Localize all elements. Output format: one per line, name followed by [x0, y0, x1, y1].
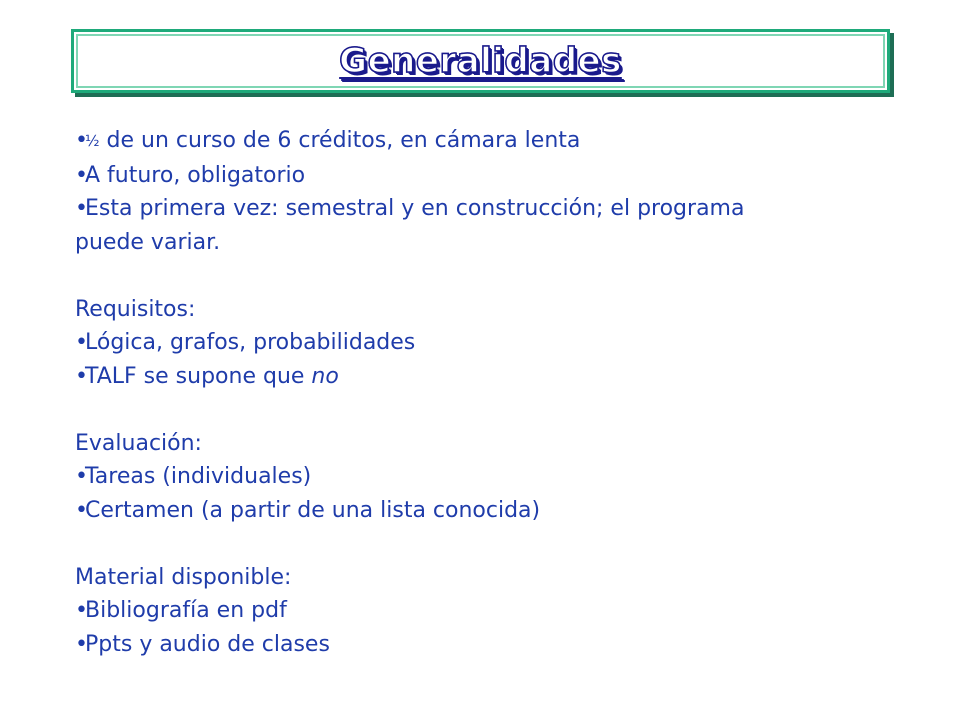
- bullet: •: [75, 330, 88, 355]
- list-item: [75, 460, 915, 494]
- list-item-text: Lógica, grafos, probabilidades: [85, 330, 416, 355]
- list-item-text: de un curso de 6 créditos, en cámara lenta: [99, 128, 581, 153]
- list-item: [75, 360, 915, 394]
- list-item: [75, 326, 915, 360]
- spacer: [75, 527, 915, 561]
- list-item-continuation: puede variar.: [75, 229, 221, 255]
- bullet: •: [75, 162, 88, 188]
- list-item: [75, 159, 915, 193]
- bullet: •: [75, 464, 88, 489]
- slide-title: Generalidades: [339, 41, 622, 81]
- slide-body: [75, 124, 915, 661]
- list-item: [75, 628, 915, 662]
- list-item-text: TALF se supone que: [85, 363, 312, 389]
- list-item-text: Tareas (individuales): [85, 464, 312, 489]
- list-item-text: Certamen (a partir de una lista conocida): [85, 497, 541, 523]
- list-item-text: Esta primera vez: semestral y en construcción; el programa: [85, 196, 745, 221]
- bullet: •: [75, 631, 88, 657]
- bullet: •: [75, 363, 88, 389]
- section-heading-requisitos: Requisitos:: [75, 296, 196, 322]
- list-item: [75, 594, 915, 628]
- bullet: •: [75, 497, 88, 523]
- bullet: •: [75, 196, 88, 221]
- list-item: [75, 494, 915, 528]
- list-item: [75, 192, 915, 226]
- list-item-text: Ppts y audio de clases: [85, 631, 330, 657]
- list-item-text: A futuro, obligatorio: [85, 162, 306, 188]
- spacer: [75, 259, 915, 293]
- title-box: [71, 29, 890, 93]
- section-heading-evaluacion: Evaluación:: [75, 430, 202, 456]
- bullet: •: [75, 128, 88, 153]
- bullet: •: [75, 598, 88, 623]
- section-heading-material: Material disponible:: [75, 564, 292, 590]
- list-item: [75, 124, 915, 159]
- list-item-text: Bibliografía en pdf: [85, 598, 287, 623]
- emphasis-text: no: [311, 363, 339, 389]
- half-fraction: ½: [85, 132, 100, 150]
- spacer: [75, 393, 915, 427]
